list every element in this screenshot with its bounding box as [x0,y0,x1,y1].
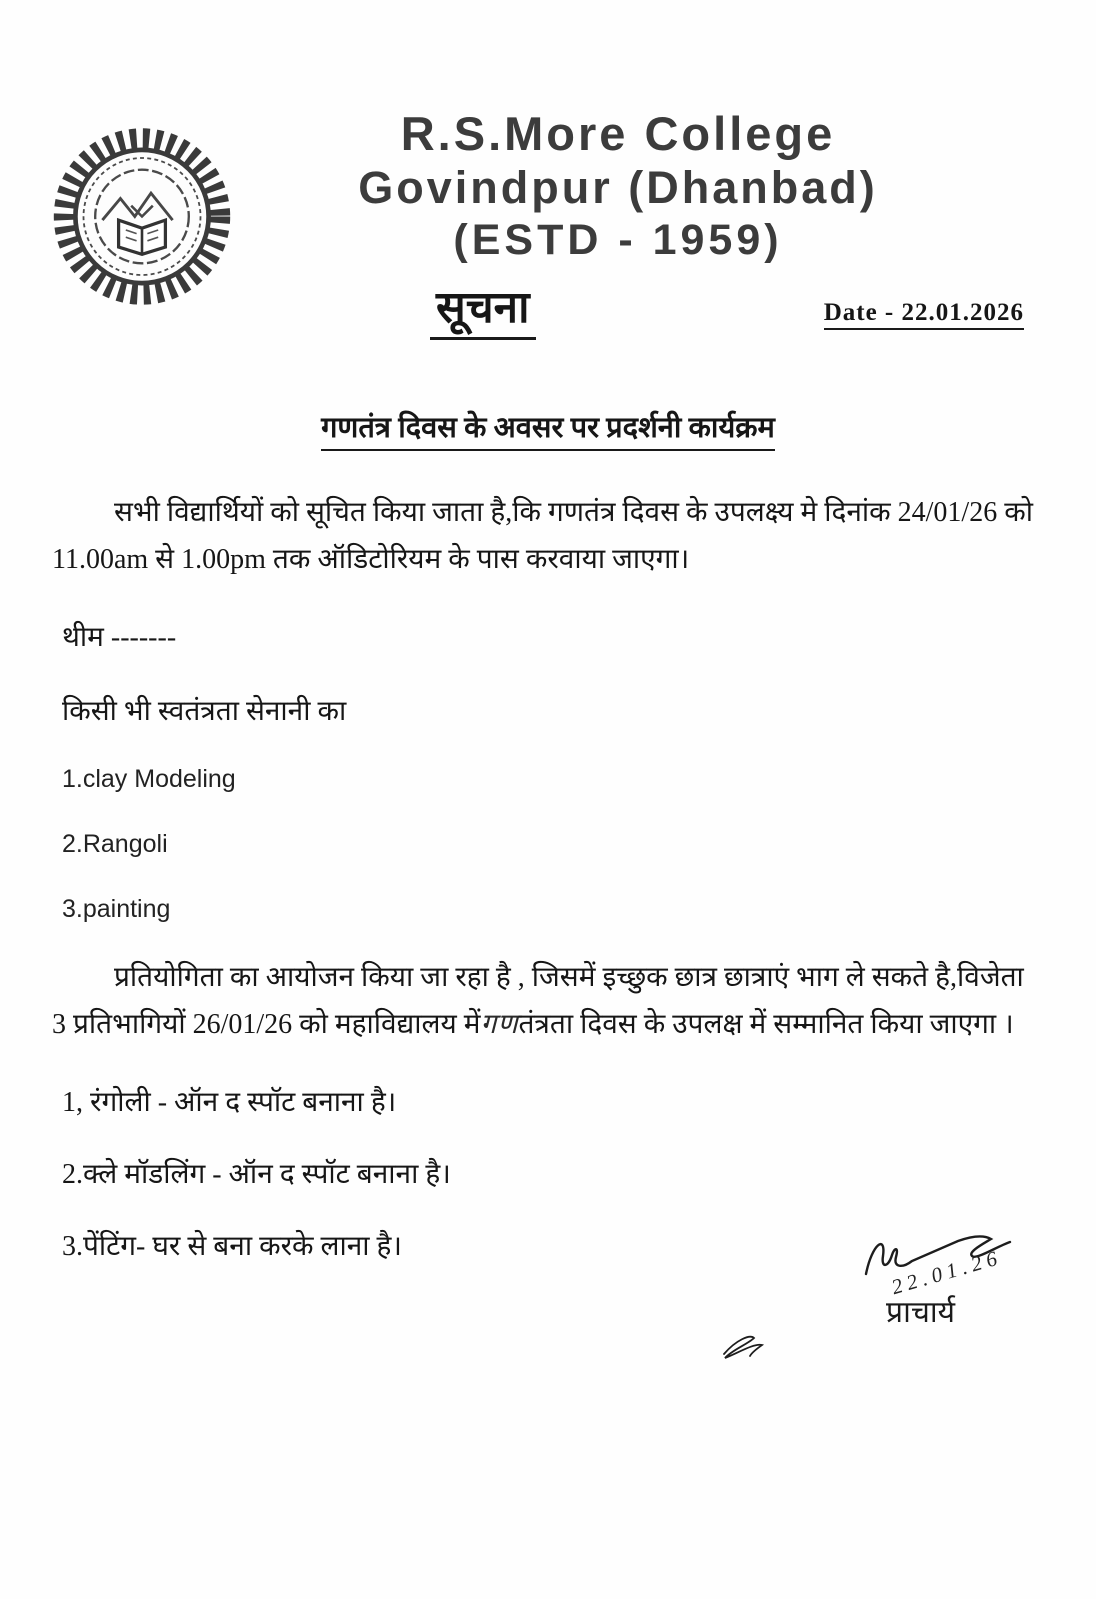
rule-item-clay-modeling: 2.क्ले मॉडलिंग - ऑन द स्पॉट बनाना है। [62,1159,451,1191]
rule-item-rangoli: 1, रंगोली - ऑन द स्पॉट बनाना है। [62,1087,397,1119]
paragraph-competition [52,954,1044,1048]
notice-date: Date - 22.01.2026 [824,299,1024,330]
signature-designation: प्राचार्य [886,1296,956,1329]
paragraph-competition-part1: प्रतियोगिता का आयोजन किया जा रहा है , जिसमें इच्छुक छात्र छात्राएं भाग ले सकते है,विजेता 3 प्रतिभागियों 26/01/26 को महाविद्यालय में [52,962,1024,1041]
theme-item-clay-modeling: 1.clay Modeling [62,765,236,794]
signature-scribble-icon [720,1328,780,1364]
college-location: Govindpur (Dhanbad) [358,162,878,214]
theme-item-painting: 3.painting [62,895,171,924]
signature-block [798,1228,1038,1398]
signature-date: 22.01.26 [888,1244,1005,1300]
paragraph-intro: सभी विद्यार्थियों को सूचित किया जाता है,कि गणतंत्र दिवस के उपलक्ष्य मे दिनांक 24/01/26 को 11.00am से 1.00pm तक ऑडिटोरियम के पास करवाया जाएगा। [52,497,1033,576]
subject-wrap [0,407,1096,451]
handwritten-correction: गण [480,1009,519,1041]
notice-title: सूचना [430,275,536,340]
college-name: R.S.More College [400,107,836,160]
theme-description: किसी भी स्वतंत्रता सेनानी का [62,696,347,728]
college-header-text [200,106,1036,265]
notice-title-row [0,275,1096,355]
subject-heading: गणतंत्र दिवस के अवसर पर प्रदर्शनी कार्यक्रम [321,407,775,451]
theme-label: थीम ------- [62,622,177,654]
paragraph-competition-part2: तंत्रता दिवस के उपलक्ष में सम्मानित किया जाएगा । [518,1009,1014,1041]
college-estd: (ESTD - 1959) [453,215,783,264]
rule-item-painting: 3.पेंटिंग- घर से बना करके लाना है। [62,1231,403,1263]
document-header [0,0,1096,265]
theme-item-rangoli: 2.Rangoli [62,830,168,859]
